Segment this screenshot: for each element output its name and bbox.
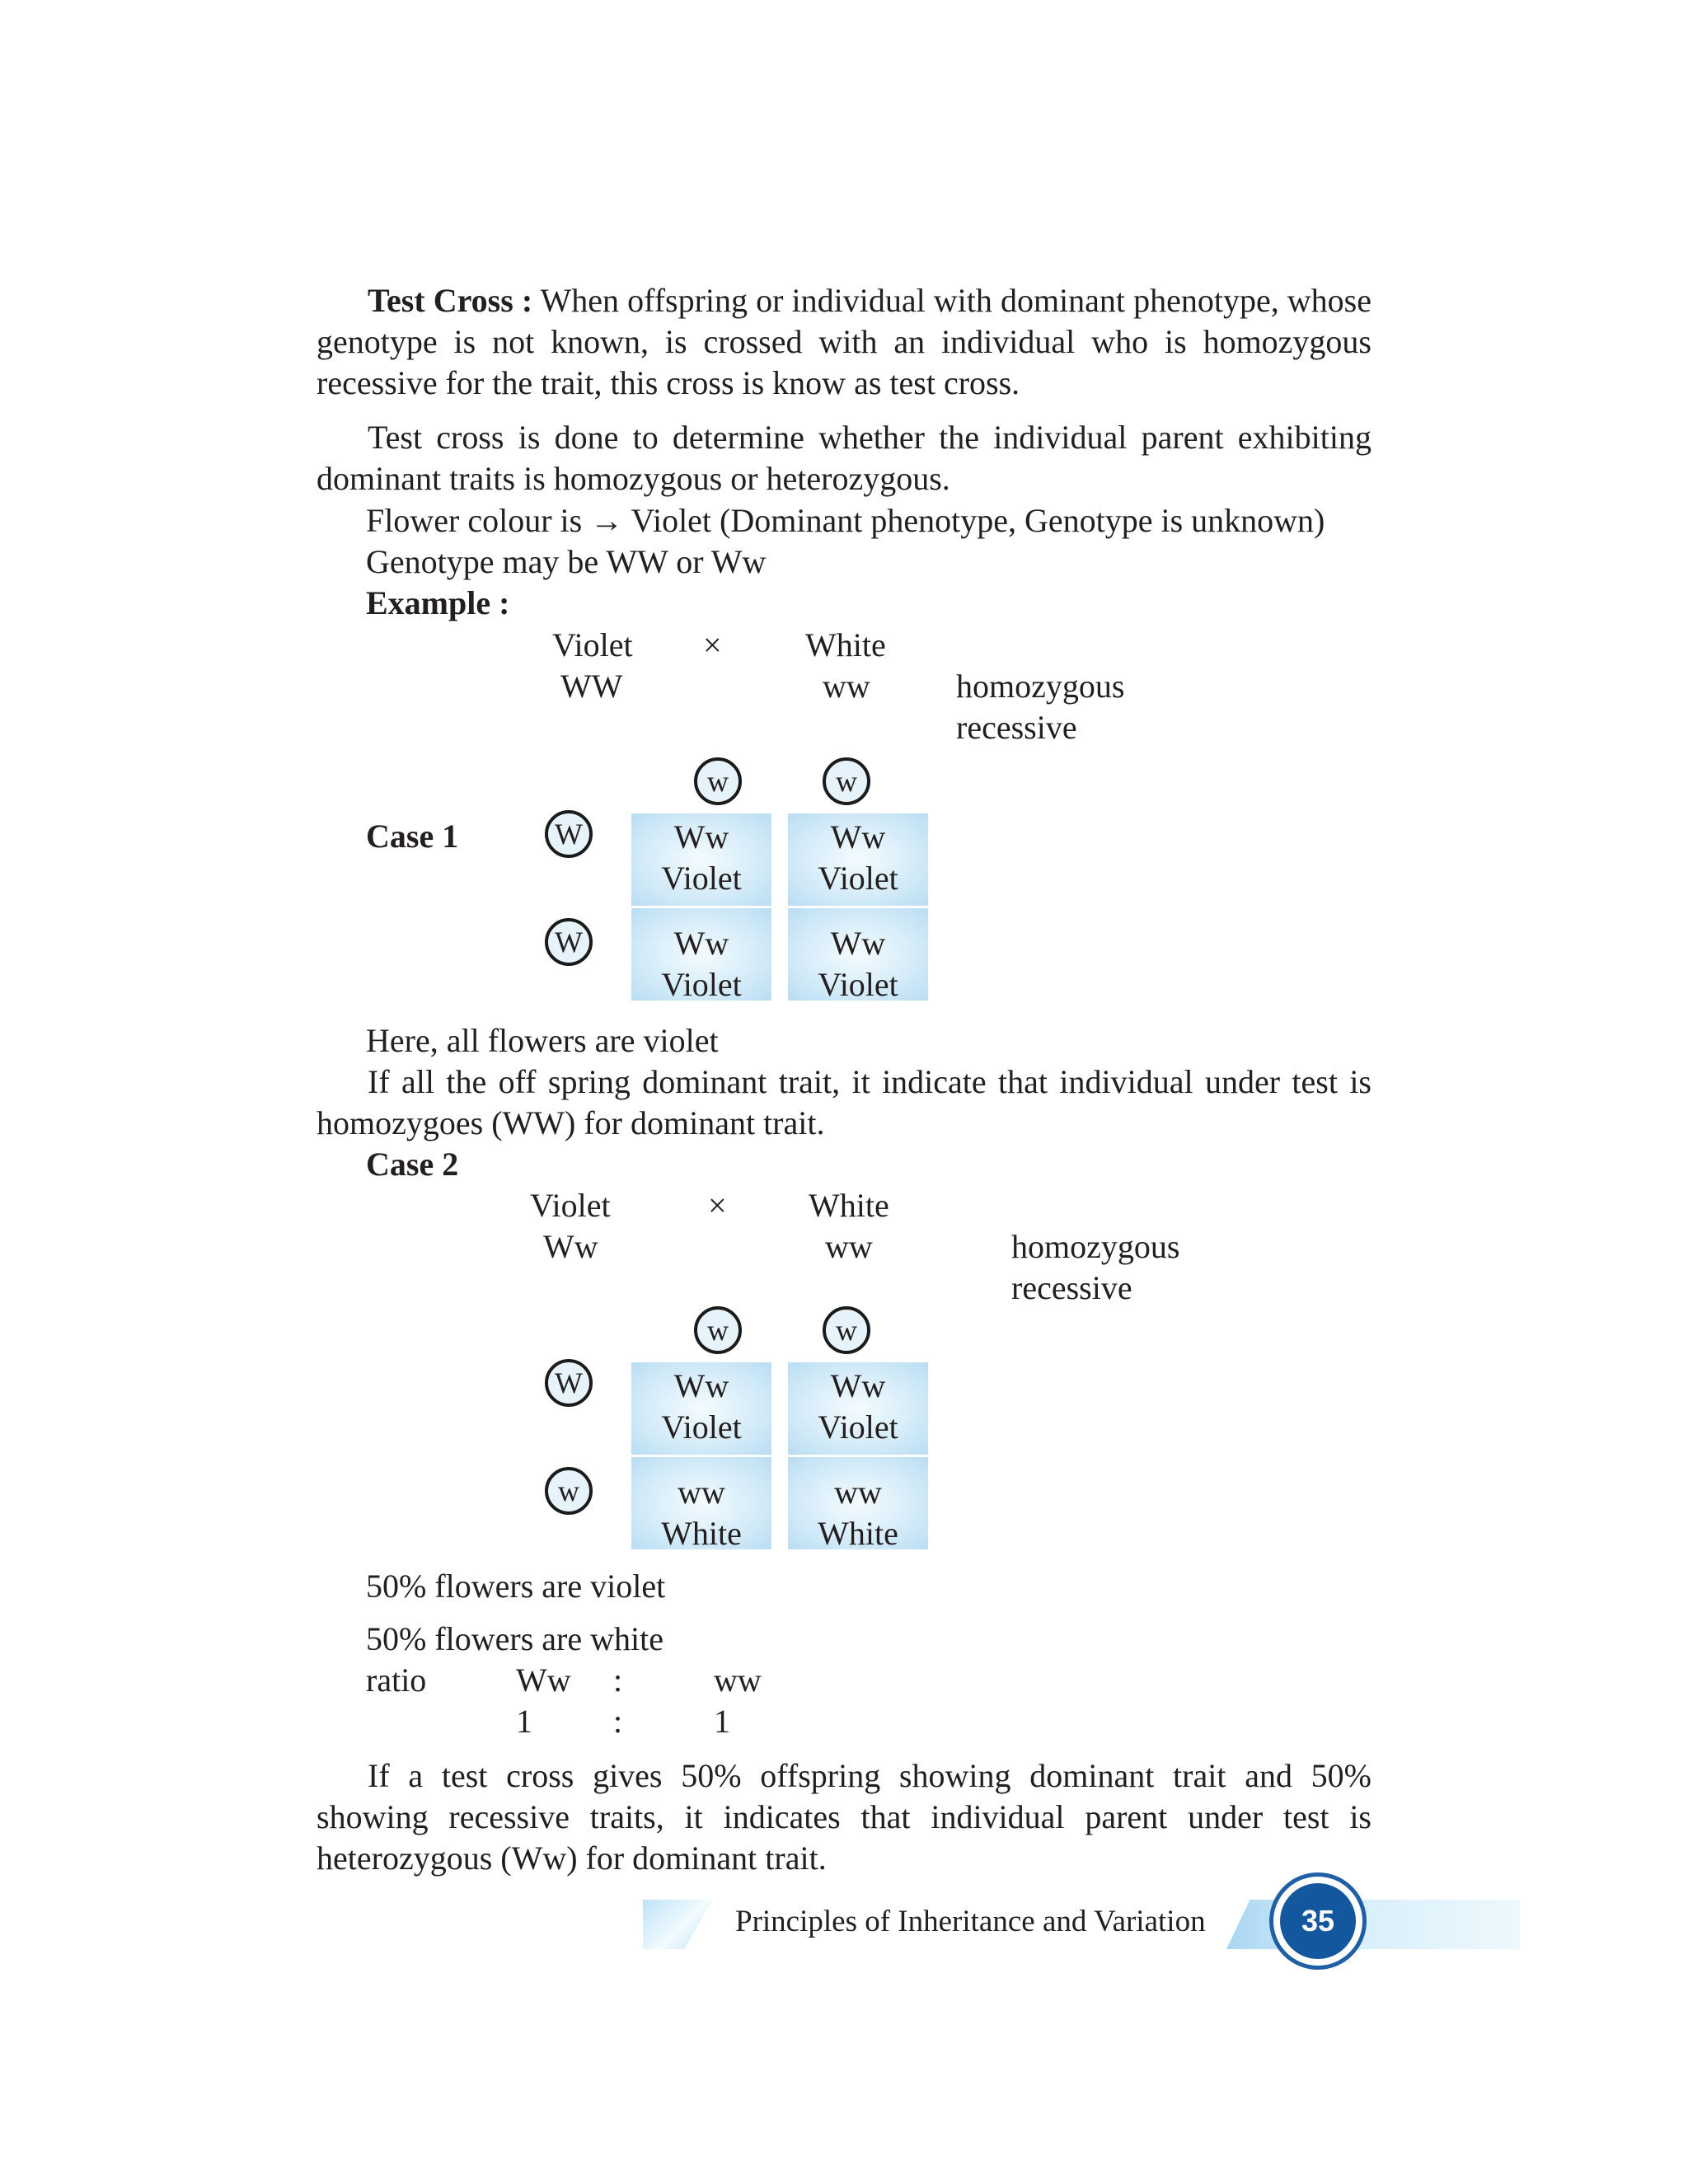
example-label: Example : bbox=[366, 584, 510, 621]
case1-punnett-cell bbox=[631, 813, 771, 906]
case1-label: Case 1 bbox=[366, 818, 459, 855]
case1-parent1-name: Violet bbox=[552, 626, 633, 663]
case1-row-gamete-2: W bbox=[545, 918, 593, 966]
cell-phenotype: White bbox=[661, 1515, 742, 1552]
ratio-colon: : bbox=[613, 1661, 623, 1699]
case2-row-gamete-2: w bbox=[545, 1467, 593, 1515]
case1-conclusion-2: If all the off spring dominant trait, it indicate that individual under test is homozygoes (WW) for dominant trait. bbox=[316, 1063, 1372, 1141]
cell-phenotype: Violet bbox=[661, 1408, 742, 1446]
cell-phenotype: Violet bbox=[818, 966, 898, 1003]
cell-phenotype: Violet bbox=[818, 1408, 898, 1446]
case2-note-homozygous: homozygous bbox=[1011, 1228, 1180, 1265]
page-number: 35 bbox=[1280, 1883, 1356, 1959]
ratio-label: ratio bbox=[366, 1661, 427, 1699]
case2-parent2-genotype: ww bbox=[825, 1228, 873, 1265]
case1-cross-symbol: × bbox=[703, 626, 722, 663]
case1-col-gamete-2: w bbox=[823, 757, 870, 805]
cell-phenotype: Violet bbox=[661, 966, 742, 1003]
case2-parent1-genotype: Ww bbox=[543, 1228, 598, 1265]
case2-label: Case 2 bbox=[366, 1146, 459, 1183]
cell-genotype: Ww bbox=[673, 1367, 729, 1404]
case2-conclusion: If a test cross gives 50% offspring showing dominant trait and 50% showing recessive traits, it indicates that individual parent under test is heterozygous (Ww) for dominant trait. bbox=[316, 1757, 1372, 1877]
cell-genotype: Ww bbox=[830, 818, 886, 855]
test-cross-definition bbox=[316, 280, 1372, 404]
cell-genotype: Ww bbox=[830, 1367, 886, 1404]
case1-note-homozygous: homozygous bbox=[956, 668, 1125, 705]
case1-conclusion-1: Here, all flowers are violet bbox=[366, 1022, 719, 1059]
case1-punnett-cell bbox=[788, 908, 928, 1001]
cell-genotype: ww bbox=[834, 1474, 882, 1511]
case1-parent2-genotype: ww bbox=[823, 668, 870, 705]
case2-result-white: 50% flowers are white bbox=[366, 1620, 663, 1657]
test-cross-heading: Test Cross : bbox=[368, 282, 533, 319]
ratio-left-genotype: Ww bbox=[516, 1661, 571, 1699]
case2-row-gamete-1: W bbox=[545, 1359, 593, 1407]
ratio-right-number: 1 bbox=[714, 1703, 730, 1740]
case2-punnett-cell bbox=[788, 1362, 928, 1455]
footer-left-tab bbox=[643, 1900, 712, 1949]
case1-punnett-cell bbox=[631, 908, 771, 1001]
case1-parent2-name: White bbox=[805, 626, 886, 663]
case2-cross-symbol: × bbox=[708, 1187, 727, 1224]
case2-parent2-name: White bbox=[809, 1187, 889, 1224]
footer-chapter-title: Principles of Inheritance and Variation bbox=[735, 1905, 1206, 1938]
page-number-badge bbox=[1269, 1872, 1367, 1970]
cell-genotype: Ww bbox=[673, 818, 729, 855]
test-cross-definition-text: When offspring or individual with dominant phenotype, whose genotype is not known, is crossed with an individual who is homozygous recessive for the trait, this cross is know as test cross. bbox=[316, 282, 1372, 401]
case1-row-gamete-1: W bbox=[545, 810, 593, 858]
cell-phenotype: Violet bbox=[661, 860, 742, 897]
ratio-left-number: 1 bbox=[516, 1703, 532, 1740]
genotype-line: Genotype may be WW or Ww bbox=[366, 543, 767, 580]
case2-result-violet: 50% flowers are violet bbox=[366, 1568, 666, 1605]
case2-punnett-cell bbox=[788, 1457, 928, 1552]
test-cross-purpose: Test cross is done to determine whether the individual parent exhibiting dominant traits is homozygous or heterozygous. bbox=[316, 419, 1372, 497]
case2-col-gamete-1: w bbox=[694, 1306, 742, 1354]
cell-genotype: Ww bbox=[673, 925, 729, 962]
ratio-colon-2: : bbox=[613, 1703, 623, 1740]
case1-parent1-genotype: WW bbox=[560, 668, 623, 705]
case2-parent1-name: Violet bbox=[530, 1187, 611, 1224]
cell-phenotype: Violet bbox=[818, 860, 898, 897]
case1-punnett-cell bbox=[788, 813, 928, 906]
flower-colour-line: Flower colour is → Violet (Dominant phenotype, Genotype is unknown) bbox=[366, 502, 1325, 539]
case1-note-recessive: recessive bbox=[956, 709, 1077, 746]
cell-phenotype: White bbox=[818, 1515, 898, 1552]
case2-punnett-cell bbox=[631, 1362, 771, 1455]
cell-genotype: Ww bbox=[830, 925, 886, 962]
ratio-right-genotype: ww bbox=[714, 1661, 762, 1699]
case2-col-gamete-2: w bbox=[823, 1306, 870, 1354]
case1-col-gamete-1: w bbox=[694, 757, 742, 805]
case2-note-recessive: recessive bbox=[1011, 1269, 1132, 1306]
cell-genotype: ww bbox=[678, 1474, 725, 1511]
case2-punnett-cell bbox=[631, 1457, 771, 1552]
